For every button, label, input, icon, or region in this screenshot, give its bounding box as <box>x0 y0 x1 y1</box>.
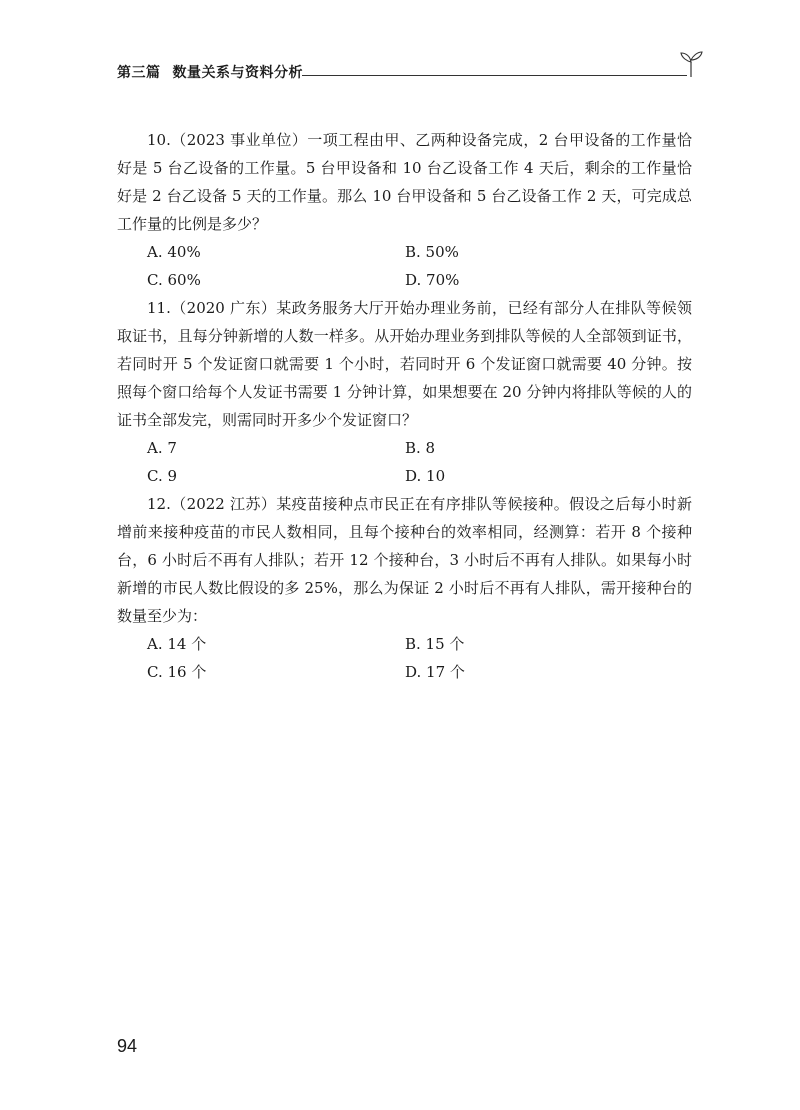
option-b: B. 8 <box>405 439 436 457</box>
question-text: 11.（2020 广东）某政务服务大厅开始办理业务前，已经有部分人在排队等候领取证书，且每分钟新增的人数一样多。从开始办理业务到排队等候的人全部领到证书，若同时开 5 个发证窗口就需要 1 个小时，若同时开 6 个发证窗口就需要 40 分钟。按照每个窗口给每个人发证书需要 1 分钟计算，如果想要在 20 分钟内将排队等候的人的证书全部发完，则需同时开多少个发证窗口？ <box>117 299 692 429</box>
page-number: 94 <box>117 1036 138 1056</box>
option-c: C. 60% <box>147 271 201 289</box>
running-header <box>117 48 702 80</box>
header-rule <box>302 75 687 76</box>
question-list <box>117 126 692 686</box>
option-d: D. 10 <box>405 467 446 485</box>
question-text: 10.（2023 事业单位）一项工程由甲、乙两种设备完成，2 台甲设备的工作量恰好是 5 台乙设备的工作量。5 台甲设备和 10 台乙设备工作 4 天后，剩余的工作量恰好是 2 台乙设备 5 天的工作量。那么 10 台甲设备和 5 台乙设备工作 2 天，可完成总工作量的比例是多少？ <box>117 131 692 233</box>
question-text: 12.（2022 江苏）某疫苗接种点市民正在有序排队等候接种。假设之后每小时新增前来接种疫苗的市民人数相同，且每个接种台的效率相同，经测算：若开 8 个接种台，6 小时后不再有人排队；若开 12 个接种台，3 小时后不再有人排队。如果每小时新增的市民人数比假设的多 25%，那么为保证 2 小时后不再有人排队，需开接种台的数量至少为： <box>117 495 692 625</box>
option-b: B. 50% <box>405 243 459 261</box>
question-item <box>117 126 692 294</box>
header-part: 第三篇 <box>117 65 161 81</box>
option-grid <box>147 630 692 686</box>
header-section: 数量关系与资料分析 <box>172 65 303 81</box>
option-grid <box>147 434 692 490</box>
option-b: B. 15 个 <box>405 635 465 653</box>
header-title <box>117 62 303 82</box>
question-item <box>117 490 692 686</box>
option-c: C. 16 个 <box>147 663 207 681</box>
option-a: A. 40% <box>147 243 201 261</box>
option-a: A. 7 <box>147 439 177 457</box>
option-c: C. 9 <box>147 467 178 485</box>
sprout-icon <box>679 48 703 78</box>
question-item <box>117 294 692 490</box>
option-a: A. 14 个 <box>147 635 207 653</box>
option-grid <box>147 238 692 294</box>
option-d: D. 17 个 <box>405 663 465 681</box>
option-d: D. 70% <box>405 271 460 289</box>
